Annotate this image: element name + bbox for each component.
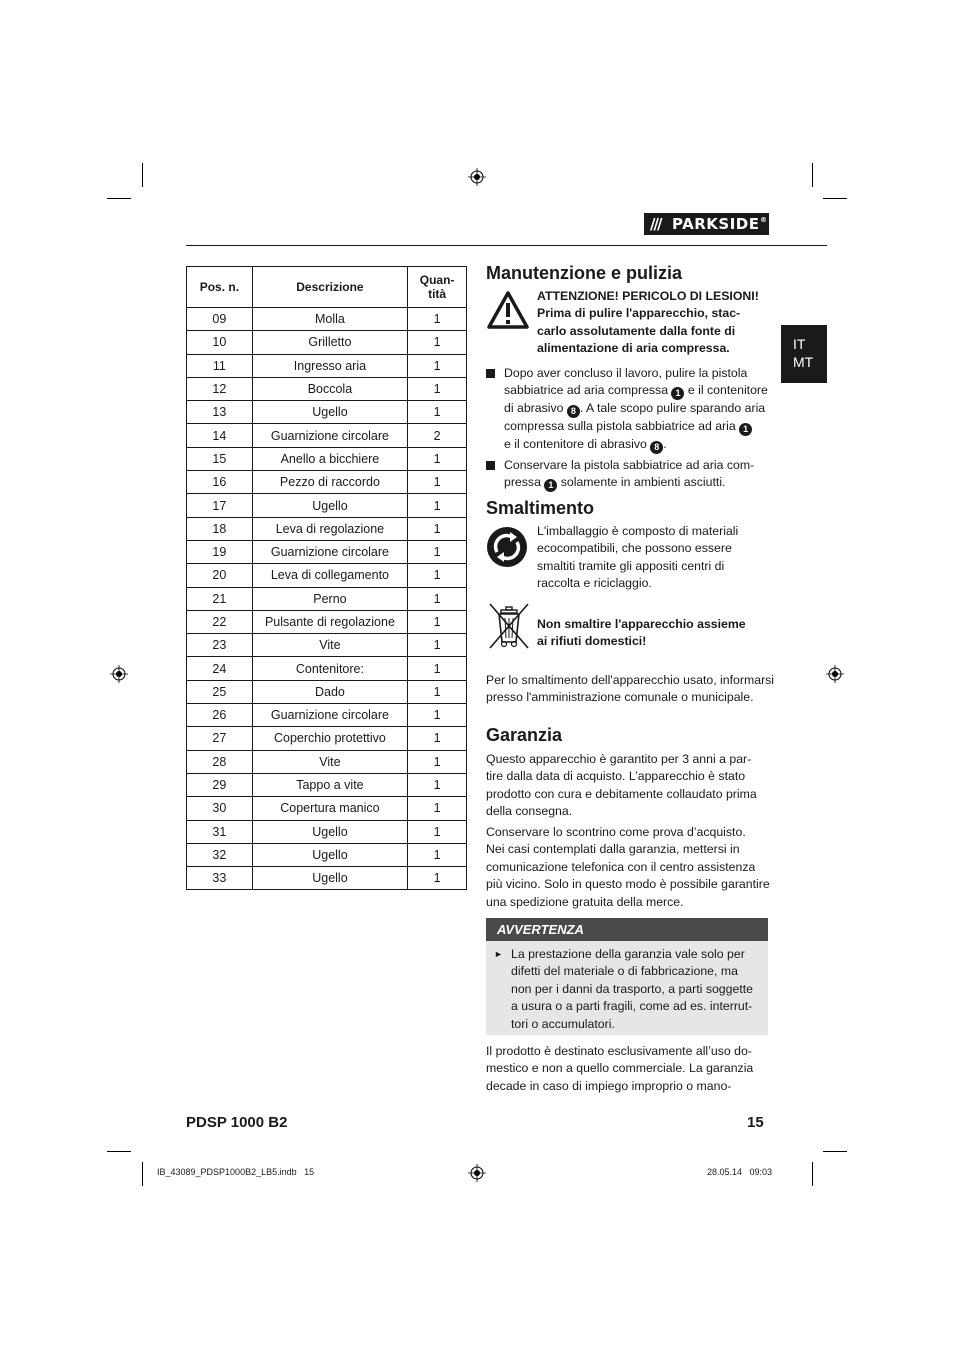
slug-date: 28.05.14 09:03 xyxy=(707,1167,773,1177)
cell-quantity: 1 xyxy=(408,564,467,587)
cell-description: Boccola xyxy=(252,377,407,400)
cell-description: Molla xyxy=(252,308,407,331)
text-line: Nei casi contemplati dalla garanzia, mettersi in xyxy=(486,842,740,857)
part-ref-badge: 1 xyxy=(544,479,557,492)
cell-description: Coperchio protettivo xyxy=(252,727,407,750)
footer-page-number: 15 xyxy=(747,1114,764,1131)
text-line: prodotto con cura e debitamente collaudato prima xyxy=(486,786,757,801)
logo-name: PARKSIDE xyxy=(672,215,760,233)
cell-description: Guarnizione circolare xyxy=(252,540,407,563)
cell-quantity: 1 xyxy=(408,773,467,796)
cell-description: Ugello xyxy=(252,867,407,890)
table-row xyxy=(187,494,467,517)
cell-description: Ugello xyxy=(252,494,407,517)
text-line: presso l'amministrazione comunale o municipale. xyxy=(486,690,754,705)
warranty-heading: Garanzia xyxy=(486,725,563,745)
cell-quantity: 1 xyxy=(408,634,467,657)
disposal-info-text xyxy=(486,672,776,707)
table-row xyxy=(187,424,467,447)
table-row xyxy=(187,657,467,680)
table-row xyxy=(187,447,467,470)
cell-quantity: 1 xyxy=(408,401,467,424)
text-line: Per lo smaltimento dell'apparecchio usato, informarsi xyxy=(486,673,775,687)
maintenance-heading: Manutenzione e pulizia xyxy=(486,263,683,283)
part-ref-badge: 8 xyxy=(567,405,580,418)
text-fragment: solamente in ambienti asciutti. xyxy=(557,475,726,490)
text-line: tori o accumulatori. xyxy=(511,1016,615,1031)
cell-pos: 21 xyxy=(187,587,253,610)
parts-table xyxy=(186,266,467,890)
maintenance-warning xyxy=(537,288,777,358)
text-line: smaltiti tramite gli appositi centri di xyxy=(537,558,725,573)
table-row xyxy=(187,773,467,796)
table-row xyxy=(187,471,467,494)
table-row xyxy=(187,377,467,400)
cell-pos: 26 xyxy=(187,704,253,727)
text-fragment: sabbiatrice ad aria compressa xyxy=(504,383,672,398)
cell-pos: 27 xyxy=(187,727,253,750)
table-row xyxy=(187,308,467,331)
text-line: Dopo aver concluso il lavoro, pulire la pistola xyxy=(504,366,748,380)
table-row xyxy=(187,634,467,657)
cell-pos: 12 xyxy=(187,377,253,400)
table-header-row xyxy=(187,267,467,308)
table-row xyxy=(187,610,467,633)
cell-quantity: 1 xyxy=(408,610,467,633)
column-header-description: Descrizione xyxy=(252,267,407,308)
cell-description: Anello a bicchiere xyxy=(252,447,407,470)
warranty-paragraph-1 xyxy=(486,751,776,821)
cell-pos: 10 xyxy=(187,331,253,354)
cell-pos: 16 xyxy=(187,471,253,494)
table-row xyxy=(187,401,467,424)
registration-mark-icon xyxy=(110,665,128,683)
cell-pos: 22 xyxy=(187,610,253,633)
text-line: a usura o a parti fragili, come ad es. interrut- xyxy=(511,999,753,1014)
cell-pos: 14 xyxy=(187,424,253,447)
parkside-logo xyxy=(644,213,769,235)
crop-mark xyxy=(823,198,847,199)
text-line: Questo apparecchio è garantito per 3 anni a par- xyxy=(486,752,752,766)
notice-title: AVVERTENZA xyxy=(486,918,768,941)
crossed-bin-icon xyxy=(486,602,532,650)
crop-mark xyxy=(823,1151,847,1152)
cell-pos: 19 xyxy=(187,540,253,563)
table-row xyxy=(187,820,467,843)
registration-mark-icon xyxy=(826,665,844,683)
text-line xyxy=(504,418,774,436)
text-fragment: pressa xyxy=(504,475,545,490)
cell-quantity: 1 xyxy=(408,727,467,750)
table-row xyxy=(187,727,467,750)
cell-quantity: 1 xyxy=(408,540,467,563)
cell-pos: 30 xyxy=(187,797,253,820)
text-fragment: di abrasivo xyxy=(504,401,567,416)
table-row xyxy=(187,797,467,820)
text-line xyxy=(504,436,774,454)
text-line: difetti del materiale o di fabbricazione, ma xyxy=(511,964,738,979)
text-fragment: . A tale scopo pulire sparando aria xyxy=(579,401,766,416)
crop-mark xyxy=(142,1162,143,1186)
maintenance-bullet-1 xyxy=(504,365,774,454)
cell-description: Vite xyxy=(252,634,407,657)
cell-quantity: 1 xyxy=(408,331,467,354)
cell-quantity: 1 xyxy=(408,657,467,680)
cell-quantity: 1 xyxy=(408,308,467,331)
cell-description: Pezzo di raccordo xyxy=(252,471,407,494)
crop-mark xyxy=(812,163,813,187)
cell-quantity: 1 xyxy=(408,447,467,470)
cell-description: Tappo a vite xyxy=(252,773,407,796)
warranty-paragraph-2 xyxy=(486,824,776,911)
part-ref-badge: 1 xyxy=(739,423,752,436)
registration-mark-icon xyxy=(468,168,486,186)
text-line: comunicazione telefonica con il centro assistenza xyxy=(486,859,756,874)
cell-description: Dado xyxy=(252,680,407,703)
part-ref-badge: 8 xyxy=(650,441,663,454)
footer-model-name: PDSP 1000 B2 xyxy=(186,1114,288,1131)
cell-quantity: 1 xyxy=(408,820,467,843)
cell-description: Ugello xyxy=(252,401,407,424)
registration-mark-icon xyxy=(468,1164,486,1182)
cell-pos: 24 xyxy=(187,657,253,680)
recycle-text xyxy=(537,523,777,593)
bullet-square xyxy=(486,461,495,470)
cell-description: Pulsante di regolazione xyxy=(252,610,407,633)
part-ref-badge: 1 xyxy=(671,387,684,400)
text-line: mestico e non a quello commerciale. La garanzia xyxy=(486,1061,754,1076)
cell-quantity: 1 xyxy=(408,471,467,494)
notice-arrow-icon: ► xyxy=(494,949,503,959)
table-row xyxy=(187,331,467,354)
text-line: Conservare la pistola sabbiatrice ad aria com- xyxy=(504,458,755,472)
cell-quantity: 1 xyxy=(408,587,467,610)
recycling-icon xyxy=(486,526,528,568)
logo-registered: ® xyxy=(760,216,767,224)
cell-description: Copertura manico xyxy=(252,797,407,820)
cell-pos: 20 xyxy=(187,564,253,587)
cell-pos: 25 xyxy=(187,680,253,703)
cell-quantity: 1 xyxy=(408,354,467,377)
text-line: Conservare lo scontrino come prova d’acquisto. xyxy=(486,825,746,839)
warranty-paragraph-3 xyxy=(486,1043,776,1095)
cell-quantity: 1 xyxy=(408,867,467,890)
cell-pos: 09 xyxy=(187,308,253,331)
text-line: Non smaltire l'apparecchio assieme xyxy=(537,617,746,631)
table-row xyxy=(187,704,467,727)
text-line: Il prodotto è destinato esclusivamente all’uso do- xyxy=(486,1044,752,1058)
cell-quantity: 1 xyxy=(408,517,467,540)
cell-pos: 23 xyxy=(187,634,253,657)
cell-description: Perno xyxy=(252,587,407,610)
text-fragment: e il contenitore xyxy=(684,383,768,398)
column-header-quantity xyxy=(408,267,467,308)
cell-quantity: 1 xyxy=(408,494,467,517)
text-line: tire dalla data di acquisto. L’apparecchio è stato xyxy=(486,769,746,784)
text-line: ecocompatibili, che possono essere xyxy=(537,541,732,556)
cell-pos: 15 xyxy=(187,447,253,470)
text-line: della consegna. xyxy=(486,804,573,819)
logo-slashes: /// xyxy=(650,215,661,233)
cell-pos: 33 xyxy=(187,867,253,890)
header-rule xyxy=(186,245,827,246)
cell-description: Contenitore: xyxy=(252,657,407,680)
cell-quantity: 1 xyxy=(408,704,467,727)
text-fragment: . xyxy=(663,437,667,452)
slug-filename: IB_43089_PDSP1000B2_LB5.indb 15 xyxy=(157,1167,315,1177)
cell-pos: 11 xyxy=(187,354,253,377)
cell-quantity: 2 xyxy=(408,424,467,447)
text-line: raccolta e riciclaggio. xyxy=(537,576,652,591)
table-row xyxy=(187,354,467,377)
crop-mark xyxy=(142,163,143,187)
table-row xyxy=(187,517,467,540)
cell-pos: 13 xyxy=(187,401,253,424)
text-line: La prestazione della garanzia vale solo per xyxy=(511,947,745,961)
cell-description: Ingresso aria xyxy=(252,354,407,377)
text-line: L'imballaggio è composto di materiali xyxy=(537,524,739,538)
warning-line: alimentazione di aria compressa. xyxy=(537,341,730,356)
cell-description: Guarnizione circolare xyxy=(252,704,407,727)
disposal-heading: Smaltimento xyxy=(486,498,595,518)
qty-header-line2: tità xyxy=(428,287,447,301)
cell-description: Leva di regolazione xyxy=(252,517,407,540)
table-row xyxy=(187,867,467,890)
cell-pos: 28 xyxy=(187,750,253,773)
bin-warning-text xyxy=(537,616,777,651)
cell-quantity: 1 xyxy=(408,377,467,400)
cell-quantity: 1 xyxy=(408,843,467,866)
cell-quantity: 1 xyxy=(408,750,467,773)
cell-description: Leva di collegamento xyxy=(252,564,407,587)
table-row xyxy=(187,680,467,703)
bullet-square xyxy=(486,369,495,378)
cell-pos: 31 xyxy=(187,820,253,843)
cell-description: Grilletto xyxy=(252,331,407,354)
cell-quantity: 1 xyxy=(408,680,467,703)
crop-mark xyxy=(107,198,131,199)
cell-pos: 18 xyxy=(187,517,253,540)
cell-description: Vite xyxy=(252,750,407,773)
cell-pos: 29 xyxy=(187,773,253,796)
text-line xyxy=(504,382,774,400)
cell-quantity: 1 xyxy=(408,797,467,820)
maintenance-bullet-2 xyxy=(504,457,774,492)
text-fragment: compressa sulla pistola sabbiatrice ad aria xyxy=(504,419,740,434)
table-row xyxy=(187,750,467,773)
cell-description: Ugello xyxy=(252,843,407,866)
warning-triangle-icon xyxy=(487,290,529,330)
text-line: una spedizione gratuita della merce. xyxy=(486,894,684,909)
language-tab-it: IT xyxy=(793,336,806,352)
notice-text xyxy=(511,946,767,1033)
text-line: più vicino. Solo in questo modo è possibile garantire xyxy=(486,877,770,892)
language-tab-mt: MT xyxy=(793,354,814,370)
crop-mark xyxy=(107,1151,131,1152)
cell-description: Guarnizione circolare xyxy=(252,424,407,447)
warning-line: Prima di pulire l'apparecchio, stac- xyxy=(537,306,741,321)
table-row xyxy=(187,564,467,587)
text-line: non per i danni da trasporto, a parti soggette xyxy=(511,981,753,996)
warning-line: carlo assolutamente dalla fonte di xyxy=(537,323,736,338)
text-line xyxy=(504,474,774,492)
warning-line: ATTENZIONE! PERICOLO DI LESIONI! xyxy=(537,289,759,303)
cell-pos: 17 xyxy=(187,494,253,517)
text-line: ai rifiuti domestici! xyxy=(537,634,647,649)
table-row xyxy=(187,540,467,563)
text-line: decade in caso di impiego improprio o mano- xyxy=(486,1078,732,1093)
cell-pos: 32 xyxy=(187,843,253,866)
text-line xyxy=(504,400,774,418)
table-row xyxy=(187,587,467,610)
cell-description: Ugello xyxy=(252,820,407,843)
parts-table-body xyxy=(187,308,467,890)
qty-header-line1: Quan- xyxy=(419,273,455,287)
language-tab xyxy=(781,325,827,383)
column-header-pos: Pos. n. xyxy=(187,267,253,308)
crop-mark xyxy=(812,1162,813,1186)
table-row xyxy=(187,843,467,866)
text-fragment: e il contenitore di abrasivo xyxy=(504,437,651,452)
